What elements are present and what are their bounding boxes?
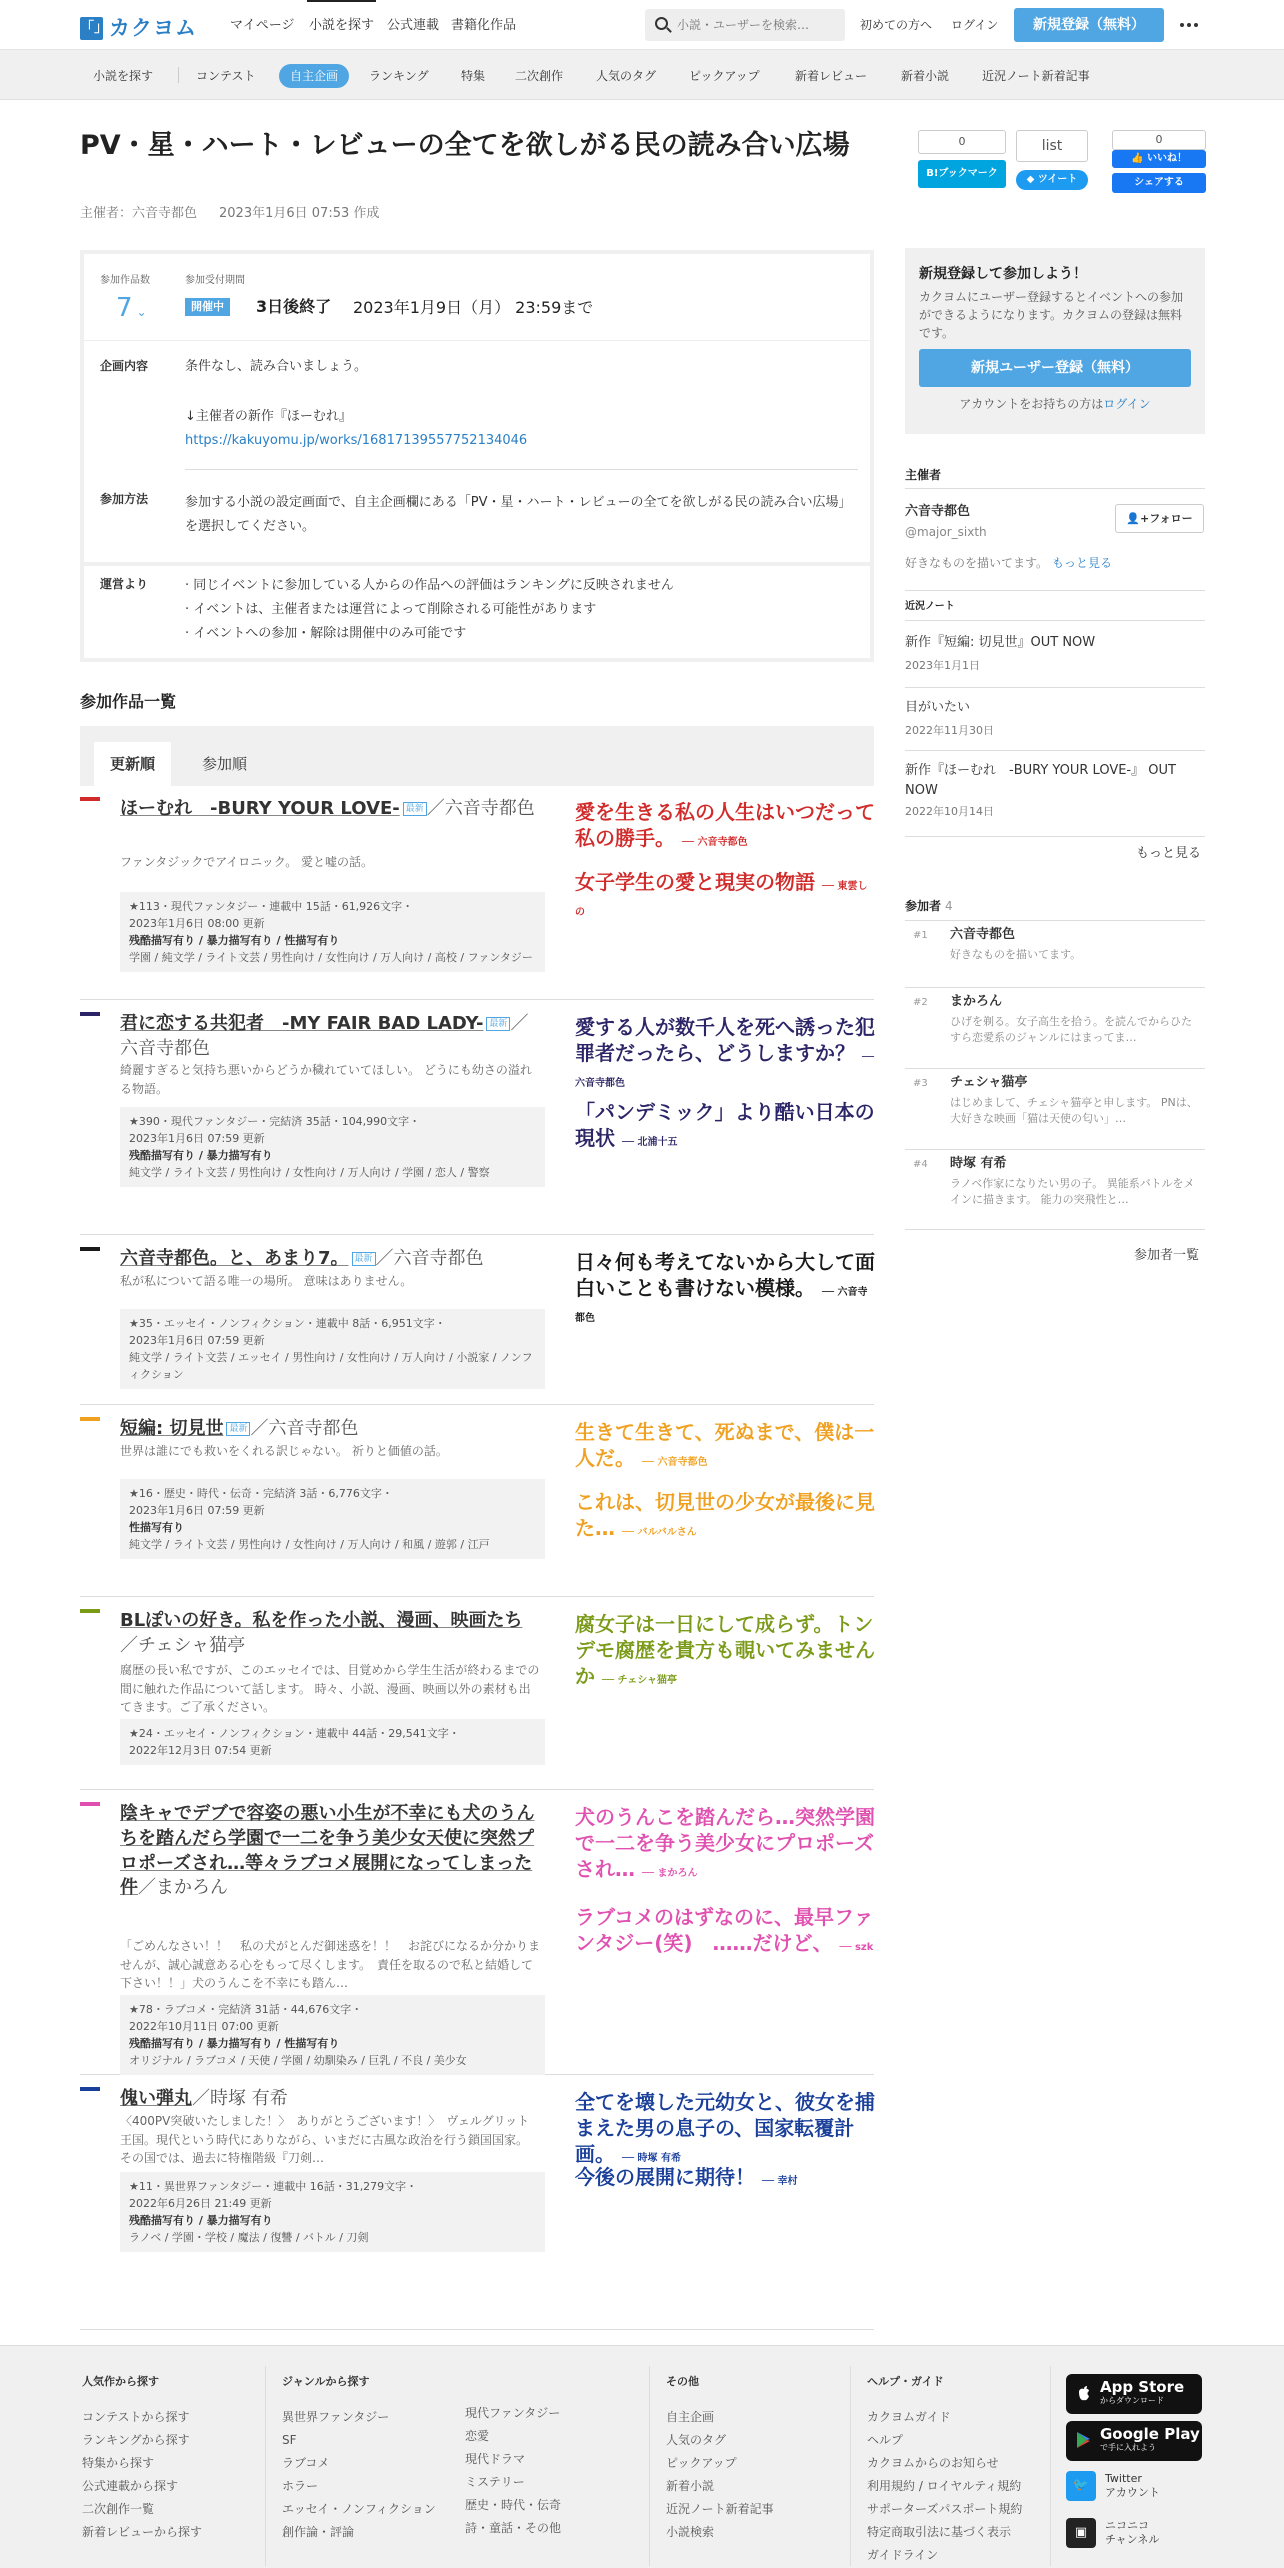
work-author-link[interactable]: ／六音寺都色 bbox=[120, 1013, 529, 1059]
participant-rank: #4 bbox=[913, 1159, 928, 1170]
nav-mypage[interactable]: マイページ bbox=[230, 18, 295, 33]
work-tags: 学園 / 純文学 / ライト文芸 / 男性向け / 女性向け / 万人向け / 高校 / ファンタジー bbox=[129, 951, 533, 965]
period-label: 参加受付期間 bbox=[185, 275, 245, 286]
work-entry bbox=[80, 1405, 874, 1597]
global-header bbox=[0, 0, 1284, 50]
work-description: 腐歴の長い私ですが、このエッセイでは、目覚めから学生生活が終わるまでの間に触れた作品について話します。 時々、小説、漫画、映画以外の素材も出てきます。ご了承ください。 bbox=[120, 1663, 540, 1715]
work-catchphrase[interactable] bbox=[575, 869, 875, 921]
footer-link[interactable]: 創作論・評論 bbox=[282, 2524, 355, 2539]
work-stats bbox=[120, 1479, 545, 1559]
host-name-link[interactable]: 六音寺都色 bbox=[905, 504, 971, 519]
sidebar-login-link[interactable]: ログイン bbox=[1103, 397, 1151, 411]
footer-link[interactable]: エッセイ・ノンフィクション bbox=[282, 2501, 436, 2516]
work-color-mark bbox=[80, 1247, 100, 1251]
work-description: 私が私について語る唯一の場所。 意味はありません。 bbox=[120, 1274, 413, 1288]
note-item[interactable] bbox=[905, 699, 1205, 751]
fb-count: 0 bbox=[1112, 130, 1206, 150]
work-stats bbox=[120, 2172, 545, 2252]
catchphrase-author: ── 時塚 有希 bbox=[621, 2153, 681, 2164]
search-box[interactable] bbox=[645, 9, 845, 41]
created-date: 2023年1月6日 07:53 作成 bbox=[219, 206, 380, 221]
content-label: 企画内容 bbox=[100, 359, 149, 373]
footer-link[interactable]: ランキングから探す bbox=[82, 2432, 190, 2447]
catchphrase-text: 愛する人が数千人を死へ誘った犯罪者だったら、どうしますか？ bbox=[575, 1015, 875, 1065]
register-button[interactable]: 新規登録（無料） bbox=[1014, 8, 1164, 42]
participant-rank: #2 bbox=[913, 997, 928, 1008]
catchphrase-text: 犬のうんこを踏んだら…突然学園で一二を争う美少女にプロポーズされ… bbox=[575, 1805, 875, 1881]
footer-link[interactable]: コンテストから探す bbox=[82, 2409, 190, 2424]
work-color-mark bbox=[80, 1012, 100, 1016]
participant-desc: 好きなものを描いてます。 bbox=[950, 948, 1082, 961]
participant-rank: #3 bbox=[913, 1078, 928, 1089]
note-date: 2023年1月1日 bbox=[905, 658, 980, 672]
footer-col-genre-2 bbox=[465, 2402, 561, 2540]
catchphrase-text: ラブコメのはずなのに、最早ファンタジー(笑) ……だけど、 bbox=[575, 1905, 874, 1955]
more-menu-icon[interactable] bbox=[1180, 23, 1198, 27]
status-badge: 開催中 bbox=[185, 298, 230, 316]
divider bbox=[905, 620, 1205, 621]
app-store-button[interactable]: App Store からダウンロード bbox=[1066, 2374, 1202, 2414]
remaining-time: 3日後終了 bbox=[256, 297, 332, 316]
work-color-mark bbox=[80, 2087, 100, 2091]
work-color-mark bbox=[80, 797, 100, 801]
work-updated: 2023年1月6日 07:59 更新 bbox=[129, 1132, 265, 1146]
method-label: 参加方法 bbox=[100, 492, 149, 506]
footer-col-popular bbox=[82, 2374, 202, 2544]
catchphrase-author: ── 北浦十五 bbox=[621, 1137, 678, 1148]
niconico-icon: ▣ bbox=[1066, 2518, 1096, 2548]
footer-link[interactable]: 人気のタグ bbox=[666, 2432, 727, 2447]
footer-link[interactable]: 異世界ファンタジー bbox=[282, 2409, 390, 2424]
work-title-line bbox=[120, 1609, 540, 1659]
work-warnings: 性描写有り bbox=[129, 1521, 184, 1535]
rule-item: · イベントは、主催者または運営によって削除される可能性があります bbox=[185, 602, 597, 617]
footer-link[interactable]: カクヨムからのお知らせ bbox=[867, 2455, 999, 2470]
footer-heading: ジャンルから探す bbox=[282, 2375, 370, 2388]
catchphrase-text: 生きて生きて、死ぬまで、僕は一人だ。 bbox=[575, 1420, 875, 1470]
have-account-text: アカウントをお持ちの方は bbox=[959, 397, 1104, 411]
participant-desc: ひげを剃る。女子高生を拾う。を読んでからひたすら恋愛系のジャンルにはまってま… bbox=[950, 1015, 1192, 1044]
participant-desc: はじめまして、チェシャ猫亭と申します。 PNは、大好きな映画「猫は天使の匂い」… bbox=[950, 1096, 1198, 1125]
follow-label: フォロー bbox=[1149, 512, 1193, 525]
footer-heading: その他 bbox=[666, 2375, 699, 2388]
work-author-link[interactable]: ／チェシャ猫亭 bbox=[120, 1634, 246, 1656]
work-stats-line: ★16・歴史・時代・伝奇・完結済 3話・6,776文字・ bbox=[129, 1487, 393, 1500]
event-info-box bbox=[80, 250, 874, 662]
subnav-ranking[interactable]: ランキング bbox=[369, 69, 429, 83]
have-account bbox=[905, 396, 1205, 413]
work-title-link[interactable]: 傀い弾丸 bbox=[120, 2088, 192, 2109]
work-updated: 2023年1月6日 07:59 更新 bbox=[129, 1504, 265, 1518]
footer-link[interactable]: 新着小説 bbox=[666, 2478, 715, 2493]
footer-link[interactable]: 現代ドラマ bbox=[465, 2452, 526, 2466]
participants-heading: 参加者 4 bbox=[905, 899, 953, 913]
work-description: 「ごめんなさい！！ 私の犬がとんだ御迷惑を！！ お詫びになるか分かりませんが、誠心誠意ある心をもって尽くします。 責任を取るので私と結婚して下さい！！」犬のうんこを不幸にも踏ん… bbox=[120, 1939, 541, 1991]
participant-desc: ラノベ作家になりたい男の子。 異能系バトルをメインに描きます。 能力の突飛性と… bbox=[950, 1177, 1195, 1206]
work-stats bbox=[120, 1995, 545, 2075]
work-entry bbox=[80, 1790, 874, 2075]
tweet-button[interactable] bbox=[1016, 170, 1088, 190]
catchphrase-author: ── 六音寺都色 bbox=[575, 1287, 868, 1324]
work-entry bbox=[80, 1597, 874, 1790]
subnav-pickup[interactable]: ピックアップ bbox=[689, 69, 760, 83]
content-text: 条件なし、読み合いましょう。 bbox=[185, 359, 368, 374]
participant-item[interactable] bbox=[905, 988, 1205, 1069]
method-text: 参加する小説の設定画面で、自主企画欄にある「PV・星・ハート・レビューの全てを欲しがる民の読み合い広場」を選択してください。 bbox=[185, 495, 845, 535]
google-play-button[interactable]: Google Play で手に入れよう bbox=[1066, 2421, 1202, 2461]
host-id: @major_sixth bbox=[905, 525, 987, 539]
work-title-link[interactable]: 君に恋する共犯者 -MY FAIR BAD LADY- bbox=[120, 1013, 484, 1034]
subnav-self-planning[interactable]: 自主企画 bbox=[279, 64, 349, 88]
work-title-link[interactable]: ほーむれ -BURY YOUR LOVE- bbox=[120, 798, 400, 819]
work-stats bbox=[120, 892, 545, 972]
subnav-contest[interactable]: コンテスト bbox=[196, 69, 256, 83]
fb-like-label: いいね！ bbox=[1146, 153, 1187, 164]
twitter-icon: 🐦 bbox=[1066, 2471, 1096, 2501]
catchphrase-author: ── 六音寺都色 bbox=[681, 837, 748, 848]
footer-link[interactable]: 利用規約 / ロイヤルティ規約 bbox=[867, 2478, 1022, 2493]
join-text: カクヨムにユーザー登録するとイベントへの参加ができるようになります。カクヨムの登録は無料です。 bbox=[919, 290, 1184, 340]
new-badge: 最新 bbox=[352, 1252, 376, 1266]
footer-link[interactable]: 現代ファンタジー bbox=[465, 2406, 561, 2420]
catchphrase-text: 「パンデミック」より酷い日本の現状 bbox=[575, 1100, 875, 1150]
participants-count: 4 bbox=[945, 899, 953, 913]
participant-item[interactable] bbox=[905, 1150, 1205, 1230]
footer-col-help bbox=[867, 2374, 1022, 2567]
work-tags: オリジナル / ラブコメ / 天使 / 学園 / 幼馴染み / 巨乳 / 不良 / 美少女 bbox=[129, 2054, 467, 2068]
catchphrase-author: ── 六音寺都色 bbox=[575, 1052, 875, 1089]
rules-label: 運営より bbox=[100, 577, 149, 591]
work-description: 世界は誰にでも救いをくれる訳じゃない。 祈りと価値の話。 bbox=[120, 1444, 448, 1458]
work-title-line bbox=[120, 797, 540, 822]
work-count[interactable] bbox=[116, 290, 147, 328]
catchphrase-text: これは、切見世の少女が最後に見た… bbox=[575, 1490, 875, 1540]
footer-link[interactable]: 近況ノート新着記事 bbox=[666, 2501, 774, 2516]
work-catchphrase[interactable] bbox=[575, 1611, 875, 1689]
rule-item: · イベントへの参加・解除は開催中のみ可能です bbox=[185, 626, 467, 641]
work-stats-line: ★113・現代ファンタジー・連載中 15話・61,926文字・ bbox=[129, 900, 414, 913]
footer bbox=[0, 2345, 1284, 2568]
footer-link[interactable]: ホラー bbox=[282, 2478, 319, 2493]
hatena-count: 0 bbox=[918, 130, 1006, 154]
new-badge: 最新 bbox=[403, 802, 427, 816]
work-author-link[interactable]: ／六音寺都色 bbox=[426, 798, 535, 819]
work-catchphrase[interactable] bbox=[575, 2164, 875, 2190]
apple-icon bbox=[1074, 2383, 1094, 2403]
work-catchphrase[interactable] bbox=[575, 1249, 875, 1327]
catchphrase-author: ── 六音寺都色 bbox=[641, 1457, 708, 1468]
note-title: 目がいたい bbox=[905, 700, 971, 715]
count-label: 参加作品数 bbox=[100, 275, 150, 286]
footer-link[interactable]: ガイドライン bbox=[867, 2547, 939, 2562]
work-stats-line: ★390・現代ファンタジー・完結済 35話・104,990文字・ bbox=[129, 1115, 421, 1128]
footer-link[interactable]: 新着レビューから探す bbox=[82, 2524, 203, 2539]
note-date: 2022年11月30日 bbox=[905, 723, 994, 737]
work-stats bbox=[120, 1719, 545, 1765]
divider bbox=[185, 469, 858, 470]
participant-name: まかろん bbox=[950, 994, 1003, 1009]
work-catchphrase[interactable] bbox=[575, 1904, 875, 1956]
catchphrase-text: 女子学生の愛と現実の物語 bbox=[575, 870, 815, 894]
divider bbox=[905, 590, 1205, 591]
catchphrase-text: 愛を生きる私の人生はいつだって私の勝手。 bbox=[575, 800, 875, 850]
sub-nav bbox=[0, 50, 1284, 100]
notes-heading: 近況ノート bbox=[905, 601, 955, 612]
footer-link[interactable]: ラブコメ bbox=[282, 2455, 330, 2470]
work-color-mark bbox=[80, 1417, 100, 1421]
footer-link[interactable]: カクヨムガイド bbox=[867, 2409, 951, 2424]
subnav-divider bbox=[178, 67, 179, 83]
chevron-down-icon: ⌄ bbox=[136, 305, 147, 319]
work-catchphrase[interactable] bbox=[575, 1419, 875, 1471]
fb-share-button[interactable]: シェアする bbox=[1112, 173, 1206, 193]
participant-rank: #1 bbox=[913, 930, 928, 941]
work-entry bbox=[80, 1000, 874, 1235]
work-stats-line: ★78・ラブコメ・完結済 31話・44,676文字・ bbox=[129, 2003, 363, 2016]
work-entry bbox=[80, 785, 874, 1000]
catchphrase-author: ── チェシャ猫亭 bbox=[601, 1675, 677, 1686]
note-title: 新作『短編: 切見世』OUT NOW bbox=[905, 635, 1096, 650]
catchphrase-author: ── バルバルさん bbox=[621, 1527, 697, 1538]
tab-joined[interactable]: 参加順 bbox=[202, 755, 248, 773]
rules-list bbox=[185, 574, 674, 646]
participant-item[interactable] bbox=[905, 1069, 1205, 1150]
logo-text: カクヨム bbox=[109, 16, 197, 40]
participant-item[interactable] bbox=[905, 921, 1205, 988]
work-catchphrase[interactable] bbox=[575, 799, 875, 851]
footer-link[interactable]: 恋愛 bbox=[465, 2429, 490, 2443]
work-description: 〈400PV突破いたしました！〉 ありがとうございます！〉 ヴェルグリット王国。現代という時代にありながら、いまだに古風な政治を行う鎖国国家。 その国では、過去に特権階級『刀剣… bbox=[120, 2114, 535, 2166]
catchphrase-text: 全てを壊した元幼女と、彼女を捕まえた男の息子の、国家転覆計画。 bbox=[575, 2090, 875, 2166]
catchphrase-author: ── szk bbox=[839, 1942, 874, 1953]
work-warnings: 残酷描写有り / 暴力描写有り / 性描写有り bbox=[129, 2037, 340, 2051]
catchphrase-author: ── まかろん bbox=[641, 1868, 698, 1879]
work-title-link[interactable]: 短編: 切見世 bbox=[120, 1418, 224, 1439]
footer-link[interactable]: 詩・童話・その他 bbox=[465, 2521, 562, 2535]
work-tags: 純文学 / ライト文芸 / 男性向け / 女性向け / 万人向け / 和風 / 遊郭 / 江戸 bbox=[129, 1538, 490, 1552]
work-author-link[interactable]: ／六音寺都色 bbox=[375, 1248, 484, 1269]
work-catchphrase[interactable] bbox=[575, 1099, 875, 1151]
follow-button[interactable] bbox=[1115, 504, 1204, 533]
participant-name: チェシャ猫亭 bbox=[950, 1075, 1028, 1090]
content-url-link[interactable]: https://kakuyomu.jp/works/16817139557752134046 bbox=[185, 433, 528, 448]
work-author-link[interactable]: ／六音寺都色 bbox=[250, 1418, 359, 1439]
join-box bbox=[905, 248, 1205, 434]
work-description: 綺麗すぎると気持ち悪いからどうか穢れていてほしい。 どうにも幼さの溢れる物語。 bbox=[120, 1063, 532, 1096]
footer-heading: 人気作から探す bbox=[82, 2375, 159, 2388]
work-updated: 2022年12月3日 07:54 更新 bbox=[129, 1744, 272, 1758]
work-list-heading: 参加作品一覧 bbox=[80, 692, 177, 711]
footer-link[interactable]: 公式連載から探す bbox=[82, 2478, 179, 2493]
site-logo[interactable] bbox=[80, 13, 197, 43]
host-bio: 好きなものを描いてます。 もっと見る bbox=[905, 556, 1113, 570]
work-stats-line: ★24・エッセイ・ノンフィクション・連載中 44話・29,541文字・ bbox=[129, 1727, 460, 1740]
work-entry bbox=[80, 2075, 874, 2330]
work-catchphrase[interactable] bbox=[575, 2089, 875, 2167]
work-stats-line: ★35・エッセイ・ノンフィクション・連載中 8話・6,951文字・ bbox=[129, 1317, 446, 1330]
work-warnings: 残酷描写有り / 暴力描写有り / 性描写有り bbox=[129, 934, 340, 948]
search-icon bbox=[655, 17, 668, 30]
subnav-search[interactable]: 小説を探す bbox=[93, 69, 154, 83]
work-stats bbox=[120, 1309, 545, 1389]
footer-link[interactable]: サポーターズパスポート規約 bbox=[867, 2501, 1023, 2516]
work-color-mark bbox=[80, 1609, 100, 1613]
footer-heading: ヘルプ・ガイド bbox=[867, 2375, 944, 2388]
join-title: 新規登録して参加しよう！ bbox=[919, 266, 1087, 282]
catchphrase-author: ── 幸村 bbox=[761, 2176, 798, 2187]
hatena-bookmark-button[interactable]: B!ブックマーク bbox=[918, 160, 1006, 188]
participant-name: 時塚 有希 bbox=[950, 1156, 1007, 1171]
work-catchphrase[interactable] bbox=[575, 1489, 875, 1541]
search-input[interactable] bbox=[677, 15, 839, 35]
work-tags: 純文学 / ライト文芸 / 男性向け / 女性向け / 万人向け / 学園 / 恋人 / 警察 bbox=[129, 1166, 490, 1180]
work-updated: 2023年1月6日 08:00 更新 bbox=[129, 917, 265, 931]
host-link[interactable]: 主催者：六音寺都色 bbox=[80, 206, 198, 221]
divider bbox=[84, 340, 870, 341]
subnav-new-novels[interactable]: 新着小説 bbox=[901, 69, 950, 83]
divider bbox=[905, 488, 1205, 489]
work-warnings: 残酷描写有り / 暴力描写有り bbox=[129, 1149, 273, 1163]
page-title: PV・星・ハート・レビューの全てを欲しがる民の読み合い広場 bbox=[80, 130, 850, 161]
subnav-new-notes[interactable]: 近況ノート新着記事 bbox=[982, 69, 1090, 83]
niconico-channel-link[interactable]: ▣ ニコニコ チャンネル bbox=[1066, 2518, 1159, 2548]
nav-books[interactable]: 書籍化作品 bbox=[451, 18, 517, 33]
work-warnings: 残酷描写有り / 暴力描写有り bbox=[129, 2214, 273, 2228]
work-author-link[interactable]: ／まかろん bbox=[138, 1877, 228, 1899]
work-title-line bbox=[120, 1417, 540, 1442]
twitter-account-link[interactable]: 🐦 Twitter アカウント bbox=[1066, 2471, 1160, 2501]
deadline: 2023年1月9日（月） 23:59まで bbox=[353, 298, 594, 317]
note-title: 新作『ほーむれ -BURY YOUR LOVE-』 OUT NOW bbox=[905, 763, 1176, 798]
signup-button[interactable]: 新規ユーザー登録（無料） bbox=[919, 349, 1191, 387]
sort-tabs bbox=[80, 726, 874, 786]
tab-updated[interactable]: 更新順 bbox=[94, 742, 171, 786]
catchphrase-author: ── 東雲しの bbox=[575, 881, 868, 918]
catchphrase-text: 今後の展開に期待！ bbox=[575, 2165, 755, 2189]
footer-link[interactable]: 小説検索 bbox=[666, 2524, 715, 2539]
work-catchphrase[interactable] bbox=[575, 1014, 875, 1092]
beginners-link[interactable]: 初めての方へ bbox=[860, 18, 933, 32]
catchphrase-text: 日々何も考えてないから大して面白いことも書けない模様。 bbox=[575, 1250, 875, 1300]
note-date: 2022年10月14日 bbox=[905, 805, 994, 818]
footer-link[interactable]: 歴史・時代・伝奇 bbox=[465, 2498, 562, 2512]
divider bbox=[84, 562, 870, 566]
work-title-line bbox=[120, 2087, 540, 2112]
fb-like-button[interactable] bbox=[1112, 150, 1206, 168]
work-title-line bbox=[120, 1012, 540, 1062]
footer-link[interactable]: 特定商取引法に基づく表示 bbox=[867, 2524, 1012, 2539]
event-meta bbox=[80, 205, 379, 224]
add-user-icon: 👤+ bbox=[1126, 512, 1150, 525]
work-color-mark bbox=[80, 1802, 100, 1806]
work-stats bbox=[120, 1107, 545, 1187]
subnav-new-reviews[interactable]: 新着レビュー bbox=[795, 69, 868, 83]
google-play-icon bbox=[1074, 2430, 1094, 2450]
subnav-popular-tags[interactable]: 人気のタグ bbox=[596, 69, 657, 83]
work-updated: 2023年1月6日 07:59 更新 bbox=[129, 1334, 265, 1348]
footer-link[interactable]: 自主企画 bbox=[666, 2409, 715, 2424]
tweet-label: ツイート bbox=[1037, 174, 1078, 185]
footer-link[interactable]: 二次創作一覧 bbox=[82, 2501, 155, 2516]
footer-link[interactable]: ヘルプ bbox=[867, 2432, 904, 2447]
login-link[interactable]: ログイン bbox=[951, 18, 999, 32]
work-entry bbox=[80, 1235, 874, 1405]
participant-name: 六音寺都色 bbox=[950, 927, 1016, 942]
host-heading: 主催者 bbox=[905, 468, 942, 482]
footer-link[interactable]: ピックアップ bbox=[666, 2455, 737, 2470]
work-author-link[interactable]: ／時塚 有希 bbox=[192, 2088, 288, 2109]
subnav-feature[interactable]: 特集 bbox=[461, 69, 486, 83]
work-stats-line: ★11・異世界ファンタジー・連載中 16話・31,279文字・ bbox=[129, 2180, 418, 2193]
new-badge: 最新 bbox=[486, 1017, 510, 1031]
logo-mark: 「」 bbox=[80, 17, 103, 40]
note-item[interactable] bbox=[905, 634, 1205, 688]
footer-link[interactable]: SF bbox=[282, 2432, 297, 2447]
footer-link[interactable]: 特集から探す bbox=[82, 2455, 155, 2470]
rule-item: · 同じイベントに参加している人からの作品への評価はランキングに反映されません bbox=[185, 578, 674, 593]
host-more-link[interactable]: もっと見る bbox=[1052, 556, 1113, 570]
footer-col-other bbox=[666, 2374, 774, 2544]
work-updated: 2022年6月26日 21:49 更新 bbox=[129, 2197, 272, 2211]
work-title-line bbox=[120, 1247, 540, 1272]
thumbs-up-icon: 👍 bbox=[1131, 153, 1147, 164]
work-updated: 2022年10月11日 07:00 更新 bbox=[129, 2020, 279, 2034]
work-count-value: 7 bbox=[116, 293, 133, 323]
nav-search-novels[interactable]: 小説を探す bbox=[309, 17, 374, 36]
work-title-line bbox=[120, 1802, 540, 1901]
footer-link[interactable]: ミステリー bbox=[465, 2475, 525, 2489]
work-title-link[interactable]: 陰キャでデブで容姿の悪い小生が不幸にも犬のうんちを踏んだら学園で一二を争う美少女天使に突然プロポーズされ…等々ラブコメ展開になってしまった件 bbox=[120, 1803, 535, 1899]
subnav-fanfic[interactable]: 二次創作 bbox=[515, 69, 564, 83]
content-text-2: ↓主催者の新作『ほーむれ』 bbox=[185, 409, 352, 424]
work-title-link[interactable]: 六音寺都色。と、あまり7。 bbox=[120, 1248, 349, 1269]
twitter-icon: ◆ bbox=[1026, 174, 1038, 185]
note-item[interactable] bbox=[905, 761, 1205, 837]
nav-official[interactable]: 公式連載 bbox=[387, 18, 440, 33]
work-title-link[interactable]: BLぽいの好き。私を作った小説、漫画、映画たち bbox=[120, 1610, 523, 1631]
footer-col-genre bbox=[282, 2374, 436, 2544]
work-tags: 純文学 / ライト文芸 / エッセイ / 男性向け / 女性向け / 万人向け / 小説家 / ノンフィクション bbox=[129, 1351, 533, 1382]
list-button[interactable]: list bbox=[1016, 130, 1088, 162]
catchphrase-text: 腐女子は一日にして成らず。トンデモ腐歴を貴方も覗いてみませんか bbox=[575, 1612, 875, 1688]
work-tags: ラノベ / 学園・学校 / 魔法 / 復讐 / バトル / 刀剣 bbox=[129, 2231, 369, 2245]
new-badge: 最新 bbox=[226, 1422, 250, 1436]
notes-more-link[interactable]: もっと見る bbox=[1136, 846, 1202, 861]
participants-list-link[interactable]: 参加者一覧 bbox=[1134, 1248, 1200, 1263]
work-catchphrase[interactable] bbox=[575, 1804, 875, 1882]
work-description: ファンタジックでアイロニック。 愛と嘘の話。 bbox=[120, 855, 374, 869]
